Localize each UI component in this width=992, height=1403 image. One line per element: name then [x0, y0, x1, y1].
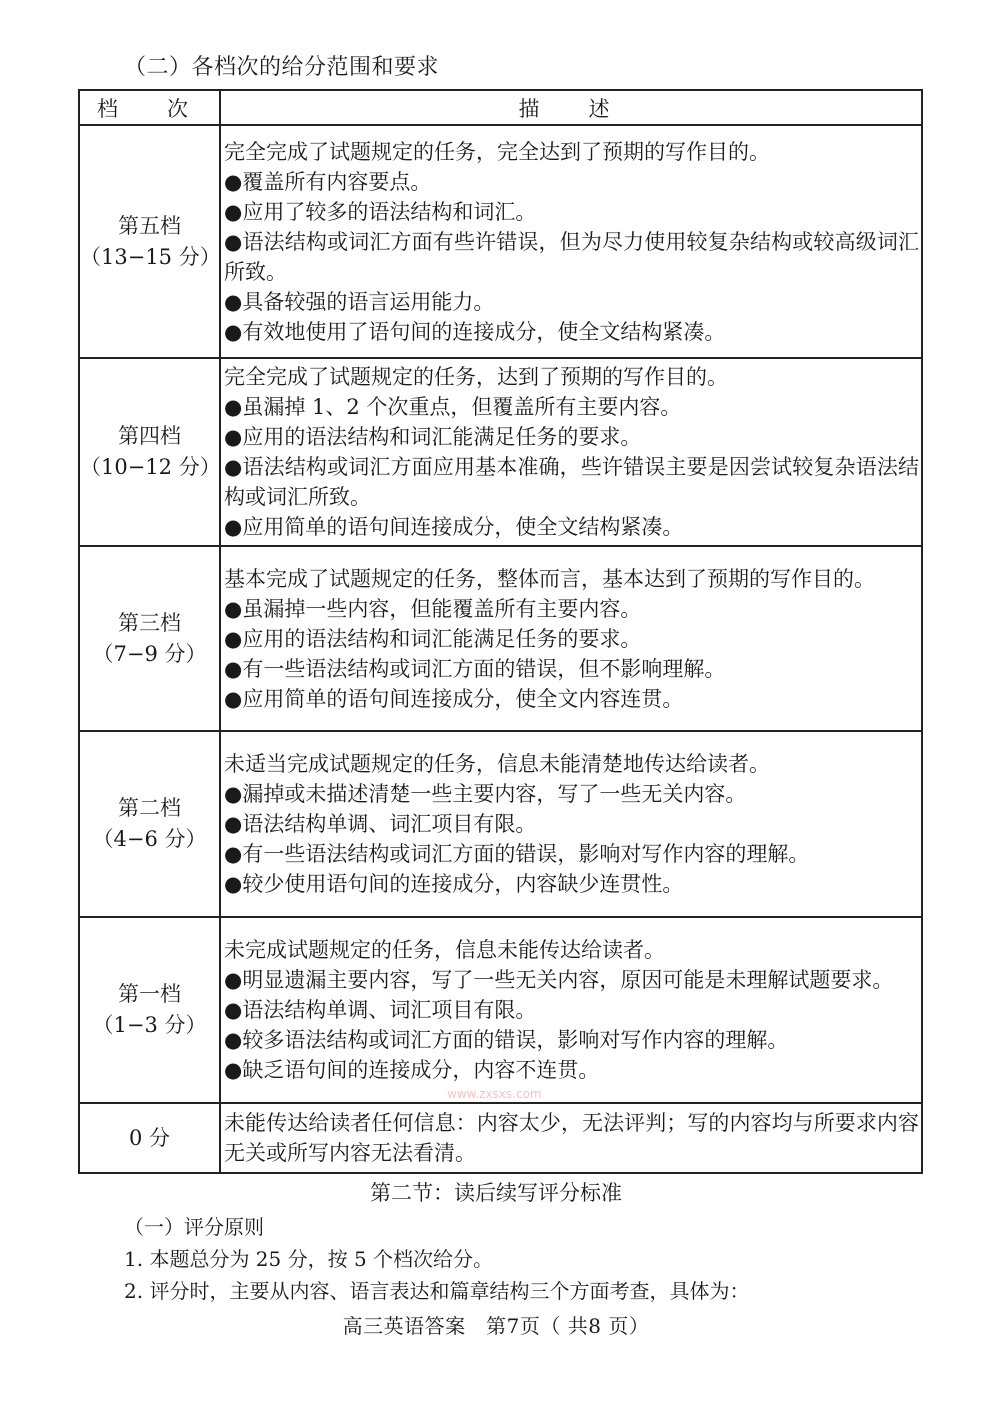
bullet-icon	[224, 290, 242, 314]
criterion-text: 具备较强的语言运用能力。	[242, 289, 495, 314]
band-name: 第一档	[118, 982, 181, 1006]
criterion-text: 语法结构单调、词汇项目有限。	[242, 998, 537, 1022]
criterion-text: 虽漏掉一些内容，但能覆盖所有主要内容。	[242, 596, 642, 621]
bullet-icon	[224, 170, 242, 194]
bullet-criterion	[224, 422, 919, 452]
criterion-summary	[224, 749, 919, 779]
criterion-text: 应用简单的语句间连接成分，使全文结构紧凑。	[242, 515, 684, 539]
criterion-text: 未完成试题规定的任务，信息未能传达给读者。	[224, 938, 665, 962]
table-header-row	[79, 90, 922, 125]
bullet-criterion	[224, 809, 919, 839]
band-score-range: （1−3 分）	[92, 1013, 207, 1037]
band-cell	[79, 1103, 220, 1173]
bullet-icon	[224, 657, 242, 681]
band-cell	[79, 125, 220, 358]
bullet-icon	[224, 1028, 242, 1052]
band-score-range: （13−15 分）	[80, 244, 221, 269]
criterion-text: 应用的语法结构和词汇能满足任务的要求。	[242, 626, 642, 651]
bullet-criterion	[224, 392, 919, 422]
bullet-icon	[224, 872, 242, 896]
band-cell	[79, 731, 220, 917]
criterion-text: 语法结构或词汇方面应用基本准确，些许错误主要是因尝试较复杂语法结构或词汇所致。	[224, 455, 920, 509]
bullet-criterion	[224, 197, 919, 227]
band-cell	[79, 917, 220, 1103]
criterion-summary	[224, 137, 919, 167]
bullet-icon	[224, 998, 242, 1022]
criterion-text: 应用了较多的语法结构和词汇。	[242, 199, 537, 224]
criterion-text: 有一些语法结构或词汇方面的错误，但不影响理解。	[242, 656, 726, 681]
band-score-range: （4−6 分）	[92, 827, 207, 851]
table-row	[79, 1103, 922, 1173]
criterion-text: 虽漏掉 1、2 个次重点，但覆盖所有主要内容。	[242, 395, 682, 419]
bullet-icon	[224, 455, 242, 479]
criterion-text: 有效地使用了语句间的连接成分，使全文结构紧凑。	[242, 319, 726, 344]
criterion-summary	[224, 1108, 919, 1168]
bullet-icon	[224, 812, 242, 836]
header-band: 档 次	[79, 90, 220, 125]
bullet-icon	[224, 230, 242, 254]
bullet-icon	[224, 968, 242, 992]
criterion-text: 未适当完成试题规定的任务，信息未能清楚地传达给读者。	[224, 752, 770, 776]
table-row	[79, 917, 922, 1103]
page-footer: 高三英语答案 第7页（ 共8 页）	[342, 1314, 650, 1338]
bullet-criterion	[224, 167, 919, 197]
bullet-criterion	[224, 839, 919, 869]
bullet-icon	[224, 515, 242, 539]
description-cell	[220, 546, 922, 731]
bullet-icon	[224, 782, 242, 806]
principle-item: 2. 评分时，主要从内容、语言表达和篇章结构三个方面考查，具体为：	[124, 1279, 750, 1303]
criterion-text: 完全完成了试题规定的任务，达到了预期的写作目的。	[224, 365, 728, 389]
watermark: www.zxsxs.com	[447, 1087, 542, 1101]
criterion-text: 语法结构或词汇方面有些许错误，但为尽力使用较复杂结构或较高级词汇所致。	[224, 229, 920, 284]
principle-item: 1. 本题总分为 25 分，按 5 个档次给分。	[124, 1247, 494, 1271]
band-name: 0 分	[128, 1125, 171, 1150]
criterion-text: 明显遗漏主要内容，写了一些无关内容，原因可能是未理解试题要求。	[242, 968, 894, 992]
section-heading: （二）各档次的给分范围和要求	[124, 55, 440, 80]
criterion-text: 未能传达给读者任何信息：内容太少，无法评判；写的内容均与所要求内容无关或所写内容无法看清。	[224, 1111, 919, 1165]
bullet-criterion	[224, 779, 919, 809]
bullet-criterion	[224, 317, 919, 347]
table-row	[79, 546, 922, 731]
band-cell	[79, 358, 220, 546]
band-name: 第三档	[118, 610, 181, 635]
header-description: 描 述	[220, 90, 922, 125]
description-cell	[220, 731, 922, 917]
bullet-icon	[224, 627, 242, 651]
band-score-range: （10−12 分）	[80, 455, 221, 479]
bullet-icon	[224, 425, 242, 449]
table-row	[79, 731, 922, 917]
description-cell	[220, 917, 922, 1103]
criterion-summary	[224, 564, 919, 594]
bullet-icon	[224, 597, 242, 621]
criterion-text: 完全完成了试题规定的任务，完全达到了预期的写作目的。	[224, 139, 770, 164]
criterion-text: 漏掉或未描述清楚一些主要内容，写了一些无关内容。	[242, 782, 747, 806]
table-row	[79, 358, 922, 546]
bullet-icon	[224, 1058, 242, 1082]
bullet-criterion	[224, 452, 919, 512]
bullet-criterion	[224, 512, 919, 542]
bullet-criterion	[224, 227, 919, 287]
criterion-text: 基本完成了试题规定的任务，整体而言，基本达到了预期的写作目的。	[224, 566, 875, 591]
bullet-criterion	[224, 1055, 919, 1085]
bullet-criterion	[224, 869, 919, 899]
criterion-text: 语法结构单调、词汇项目有限。	[242, 812, 537, 836]
bullet-icon	[224, 842, 242, 866]
band-cell	[79, 546, 220, 731]
criterion-summary	[224, 362, 919, 392]
criterion-text: 应用简单的语句间连接成分，使全文内容连贯。	[242, 686, 684, 711]
criterion-text: 覆盖所有内容要点。	[242, 169, 432, 194]
band-name: 第四档	[118, 424, 181, 448]
bullet-criterion	[224, 654, 919, 684]
criterion-text: 应用的语法结构和词汇能满足任务的要求。	[242, 425, 642, 449]
bullet-criterion	[224, 287, 919, 317]
criterion-text: 缺乏语句间的连接成分，内容不连贯。	[242, 1058, 600, 1082]
description-cell	[220, 358, 922, 546]
description-cell	[220, 1103, 922, 1173]
bullet-icon	[224, 687, 242, 711]
band-name: 第二档	[118, 796, 181, 820]
criterion-text: 较多语法结构或词汇方面的错误，影响对写作内容的理解。	[242, 1028, 789, 1052]
criterion-summary	[224, 935, 919, 965]
bullet-criterion	[224, 594, 919, 624]
bullet-criterion	[224, 684, 919, 714]
criterion-text: 较少使用语句间的连接成分，内容缺少连贯性。	[242, 872, 684, 896]
bullet-icon	[224, 395, 242, 419]
bullet-criterion	[224, 624, 919, 654]
band-name: 第五档	[118, 213, 181, 238]
section-title: 第二节：读后续写评分标准	[370, 1181, 622, 1205]
criterion-text: 有一些语法结构或词汇方面的错误，影响对写作内容的理解。	[242, 842, 810, 866]
table-row	[79, 125, 922, 358]
bullet-icon	[224, 320, 242, 344]
bullet-icon	[224, 200, 242, 224]
sub-heading: （一）评分原则	[124, 1215, 264, 1239]
description-cell	[220, 125, 922, 358]
scoring-rubric-table	[78, 89, 923, 1174]
bullet-criterion	[224, 995, 919, 1025]
bullet-criterion	[224, 965, 919, 995]
bullet-criterion	[224, 1025, 919, 1055]
band-score-range: （7−9 分）	[92, 641, 207, 666]
